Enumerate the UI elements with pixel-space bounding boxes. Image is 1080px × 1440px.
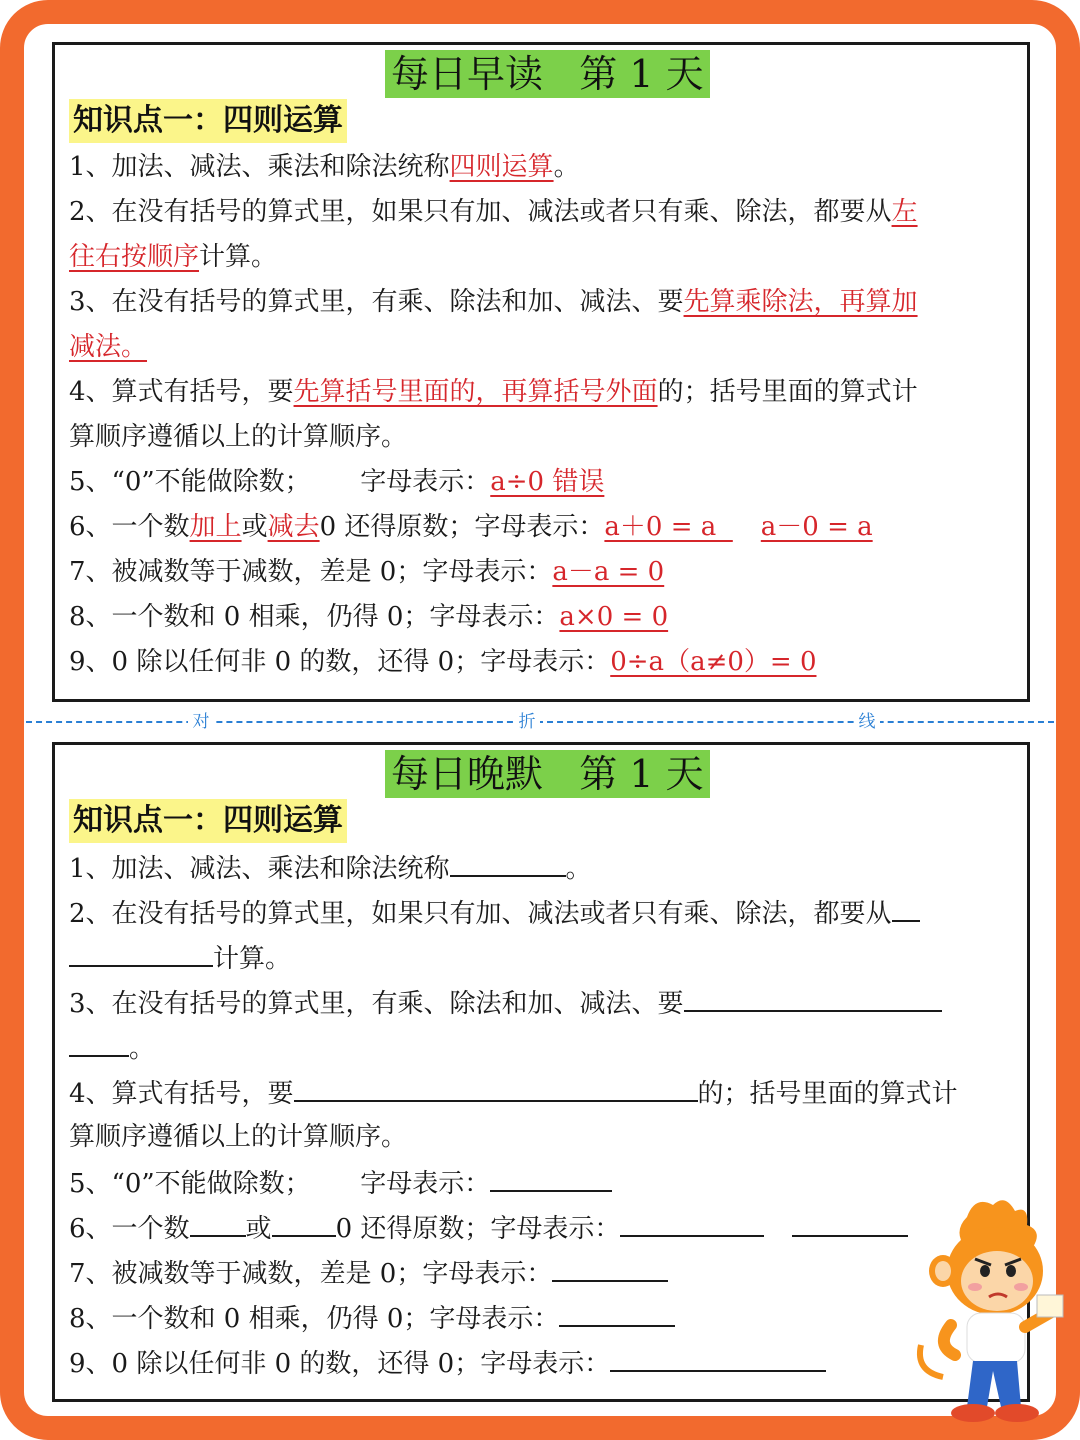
fold-label: 线 — [854, 710, 880, 734]
text: 4、算式有括号，要 — [69, 377, 294, 407]
answer: 0÷a（a≠0）= 0 — [610, 647, 817, 677]
text: 或 — [241, 512, 268, 542]
answer: a－0 = a — [760, 512, 873, 542]
line-8 — [69, 1160, 1013, 1205]
knowledge-lines — [69, 145, 1013, 685]
line-10 — [69, 1250, 1013, 1295]
line-6 — [69, 370, 1013, 415]
answer: 减法。 — [69, 332, 148, 362]
line-8 — [69, 460, 1013, 505]
text: 0 还得原数；字母表示： — [319, 512, 605, 542]
text: 1、加法、减法、乘法和除法统称 — [69, 152, 450, 182]
line-5 — [69, 1025, 1013, 1070]
answer-blank[interactable] — [272, 1205, 336, 1237]
text: 的；括号里面的算式计 — [657, 377, 918, 407]
answer-blank[interactable] — [892, 890, 920, 922]
answer: a÷0 错误 — [490, 467, 605, 497]
line-1 — [69, 845, 1013, 890]
answer-blank[interactable] — [620, 1205, 764, 1237]
answer-blank[interactable] — [294, 1070, 698, 1102]
answer: 左 — [891, 197, 918, 227]
text: 5、“0”不能做除数； 字母表示： — [69, 1169, 491, 1199]
knowledge-heading: 知识点一：四则运算 — [69, 799, 347, 843]
line-6 — [69, 1070, 1013, 1115]
answer: 往右按顺序 — [69, 242, 200, 272]
text: 。 — [565, 854, 592, 884]
text: 5、“0”不能做除数； 字母表示： — [69, 467, 491, 497]
text: 4、算式有括号，要 — [69, 1079, 294, 1109]
line-7 — [69, 415, 1013, 460]
line-9 — [69, 505, 1013, 550]
text: 6、一个数 — [69, 512, 190, 542]
text: 8、一个数和 0 相乘，仍得 0；字母表示： — [69, 602, 560, 632]
line-3 — [69, 935, 1013, 980]
knowledge-heading: 知识点一：四则运算 — [69, 99, 347, 143]
text: 的；括号里面的算式计 — [697, 1079, 958, 1109]
line-9 — [69, 1205, 1013, 1250]
text: 或 — [245, 1214, 272, 1244]
answer-blank[interactable] — [552, 1250, 668, 1282]
text: 0 还得原数；字母表示： — [335, 1214, 621, 1244]
line-4 — [69, 980, 1013, 1025]
line-3 — [69, 235, 1013, 280]
line-12 — [69, 1340, 1013, 1385]
text: 算顺序遵循以上的计算顺序。 — [69, 1122, 408, 1152]
text: 3、在没有括号的算式里，有乘、除法和加、减法、要 — [69, 287, 684, 317]
line-1 — [69, 145, 1013, 190]
text: 算顺序遵循以上的计算顺序。 — [69, 422, 408, 452]
answer: a－a = 0 — [552, 557, 665, 587]
line-11 — [69, 595, 1013, 640]
line-2 — [69, 190, 1013, 235]
text: 。 — [129, 1034, 156, 1064]
text: 7、被减数等于减数，差是 0；字母表示： — [69, 1259, 553, 1289]
fold-label: 对 — [188, 710, 214, 734]
text: 2、在没有括号的算式里，如果只有加、减法或者只有乘、除法，都要从 — [69, 197, 892, 227]
evening-dictation-card — [52, 742, 1030, 1402]
text: 。 — [553, 152, 580, 182]
line-10 — [69, 550, 1013, 595]
answer: a×0 = 0 — [559, 602, 669, 632]
answer-blank[interactable] — [69, 1025, 129, 1057]
monkey-mascot-icon — [905, 1195, 1065, 1430]
answer-blank[interactable] — [684, 980, 942, 1012]
text: 7、被减数等于减数，差是 0；字母表示： — [69, 557, 553, 587]
dictation-lines — [69, 845, 1013, 1385]
line-11 — [69, 1295, 1013, 1340]
card-title: 每日晚默 第 1 天 — [385, 750, 710, 798]
answer: 四则运算 — [449, 152, 554, 182]
text: 9、0 除以任何非 0 的数，还得 0；字母表示： — [69, 647, 611, 677]
answer-blank[interactable] — [490, 1160, 612, 1192]
line-2 — [69, 890, 1013, 935]
card-title: 每日早读 第 1 天 — [385, 50, 710, 98]
text: 8、一个数和 0 相乘，仍得 0；字母表示： — [69, 1304, 560, 1334]
text: 1、加法、减法、乘法和除法统称 — [69, 854, 450, 884]
answer-blank[interactable] — [610, 1340, 826, 1372]
text: 2、在没有括号的算式里，如果只有加、减法或者只有乘、除法，都要从 — [69, 899, 892, 929]
answer: 先算乘除法，再算加 — [683, 287, 918, 317]
answer: 加上 — [189, 512, 242, 542]
text: 6、一个数 — [69, 1214, 190, 1244]
text: 3、在没有括号的算式里，有乘、除法和加、减法、要 — [69, 989, 684, 1019]
answer: 先算括号里面的，再算括号外面 — [293, 377, 658, 407]
line-7 — [69, 1115, 1013, 1160]
text: 9、0 除以任何非 0 的数，还得 0；字母表示： — [69, 1349, 611, 1379]
answer: a＋0 = a — [604, 512, 733, 542]
answer-blank[interactable] — [450, 845, 566, 877]
line-5 — [69, 325, 1013, 370]
fold-label: 折 — [514, 710, 540, 734]
fold-line — [26, 721, 1054, 725]
line-12 — [69, 640, 1013, 685]
morning-reading-card — [52, 42, 1030, 702]
answer-blank[interactable] — [190, 1205, 246, 1237]
text: 计算。 — [199, 242, 278, 272]
text: 计算。 — [213, 944, 292, 974]
answer-blank[interactable] — [559, 1295, 675, 1327]
answer-blank[interactable] — [69, 935, 213, 967]
answer-blank[interactable] — [792, 1205, 908, 1237]
line-4 — [69, 280, 1013, 325]
answer: 减去 — [267, 512, 320, 542]
